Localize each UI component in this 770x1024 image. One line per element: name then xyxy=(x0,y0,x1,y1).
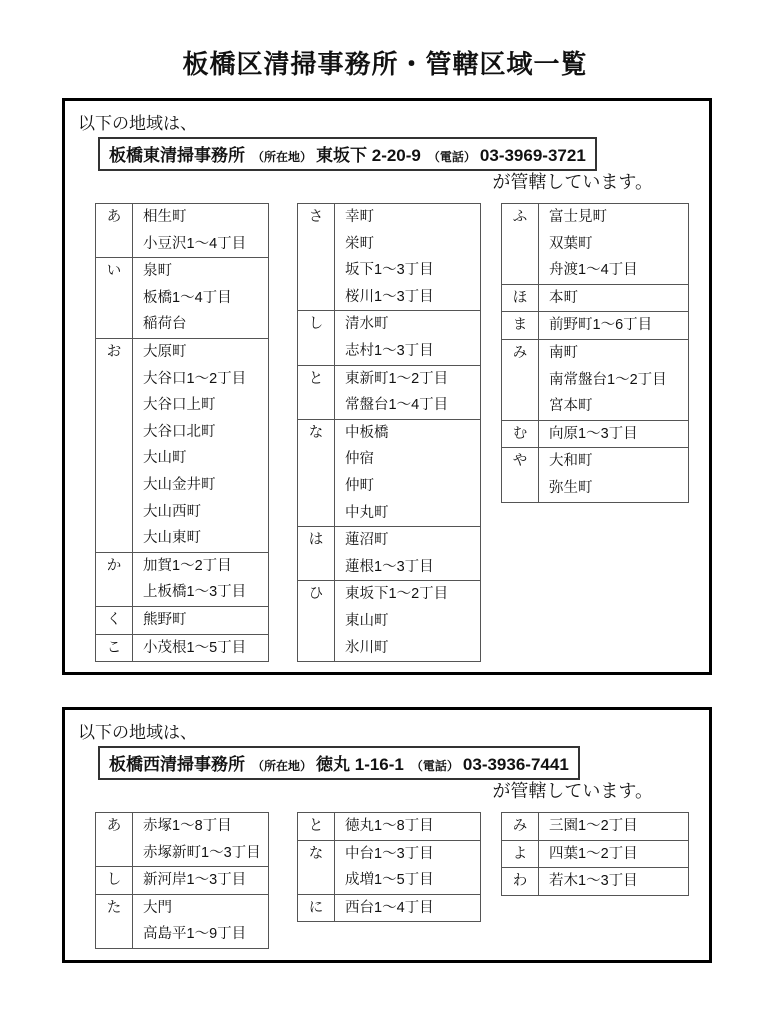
area-group-row xyxy=(298,894,481,922)
area-name-cell xyxy=(335,419,481,526)
area-name-cell xyxy=(133,552,269,606)
kana-index-label: は xyxy=(298,527,335,581)
kana-index-label: な xyxy=(298,419,335,526)
kana-index-label: み xyxy=(502,813,539,841)
area-name: 大山町 xyxy=(143,450,187,467)
area-table xyxy=(297,812,481,922)
area-table xyxy=(95,203,269,662)
area-name-cell xyxy=(539,312,689,340)
office-phone-label: （電話） xyxy=(427,150,476,164)
area-name: 大谷口1〜2丁目 xyxy=(143,370,247,387)
kana-index-label: ほ xyxy=(502,284,539,312)
kana-index-label: ふ xyxy=(502,204,539,285)
area-name: 志村1〜3丁目 xyxy=(345,342,434,359)
office-name: 板橋西清掃事務所 xyxy=(109,755,245,774)
area-name: 南常盤台1〜2丁目 xyxy=(549,371,667,388)
area-name: 上板橋1〜3丁目 xyxy=(143,584,247,601)
area-group-row xyxy=(502,204,689,285)
office-phone: 03-3936-7441 xyxy=(462,755,569,774)
area-name: 板橋1〜4丁目 xyxy=(143,289,232,306)
area-name: 三園1〜2丁目 xyxy=(549,818,638,834)
area-name: 赤塚新町1〜3丁目 xyxy=(143,844,261,861)
area-name: 泉町 xyxy=(143,263,172,280)
area-name: 富士見町 xyxy=(549,209,607,225)
kana-index-label: な xyxy=(298,840,335,894)
area-name: 新河岸1〜3丁目 xyxy=(143,872,247,889)
area-group-row xyxy=(96,867,269,895)
area-name: 双葉町 xyxy=(549,235,593,252)
area-name: 南町 xyxy=(549,344,578,361)
area-group-row xyxy=(298,419,481,526)
area-name: 仲町 xyxy=(345,477,374,494)
area-name-cell xyxy=(539,284,689,312)
area-group-row xyxy=(96,552,269,606)
kana-index-label: と xyxy=(298,813,335,841)
area-name: 幸町 xyxy=(345,209,374,225)
area-name: 清水町 xyxy=(345,316,389,333)
area-group-row xyxy=(502,312,689,340)
area-name-cell xyxy=(539,813,689,841)
kana-index-label: し xyxy=(298,311,335,365)
area-name-cell xyxy=(539,868,689,896)
kana-index-label: く xyxy=(96,606,133,634)
area-name-cell xyxy=(335,894,481,922)
area-group-row xyxy=(298,365,481,419)
area-group-row xyxy=(96,813,269,867)
kana-index-label: し xyxy=(96,867,133,895)
area-name: 仲宿 xyxy=(345,451,374,468)
area-name: 高島平1〜9丁目 xyxy=(143,926,247,943)
kana-index-label: あ xyxy=(96,813,133,867)
area-name-cell xyxy=(133,338,269,552)
area-group-row xyxy=(298,813,481,841)
area-name: 舟渡1〜4丁目 xyxy=(549,262,638,279)
area-name-cell xyxy=(133,606,269,634)
area-name-cell xyxy=(539,840,689,868)
kana-index-label: い xyxy=(96,258,133,339)
area-name-cell xyxy=(133,204,269,258)
jurisdiction-text: が管轄しています。 xyxy=(492,172,653,192)
area-group-row xyxy=(96,606,269,634)
area-name: 坂下1〜3丁目 xyxy=(345,262,434,279)
area-group-row xyxy=(96,634,269,662)
intro-text: 以下の地域は、 xyxy=(78,723,197,742)
area-name: 相生町 xyxy=(143,209,187,225)
area-name: 東新町1〜2丁目 xyxy=(345,370,449,387)
office-address: 徳丸 1-16-1 xyxy=(316,755,404,774)
area-group-row xyxy=(502,420,689,448)
area-name-cell xyxy=(133,813,269,867)
kana-index-label: ま xyxy=(502,312,539,340)
area-name: 常盤台1〜4丁目 xyxy=(345,397,449,414)
area-group-row xyxy=(502,868,689,896)
office-address: 東坂下 2-20-9 xyxy=(316,146,421,165)
area-name-cell xyxy=(133,634,269,662)
office-phone: 03-3969-3721 xyxy=(479,146,586,165)
area-name: 若木1〜3丁目 xyxy=(549,873,638,890)
area-group-row xyxy=(96,338,269,552)
area-group-row xyxy=(502,339,689,420)
kana-index-label: よ xyxy=(502,840,539,868)
area-group-row xyxy=(298,311,481,365)
area-table xyxy=(95,812,269,949)
area-name: 弥生町 xyxy=(549,479,593,496)
intro-text: 以下の地域は、 xyxy=(78,114,197,133)
kana-index-label: み xyxy=(502,339,539,420)
area-name: 桜川1〜3丁目 xyxy=(345,288,434,305)
office-info-box xyxy=(98,746,580,780)
area-name: 前野町1〜6丁目 xyxy=(549,317,653,334)
east-office-section xyxy=(62,98,712,675)
area-name: 本町 xyxy=(549,289,578,306)
area-group-row xyxy=(502,840,689,868)
kana-index-label: か xyxy=(96,552,133,606)
area-name: 小茂根1〜5丁目 xyxy=(143,639,247,656)
kana-index-label: と xyxy=(298,365,335,419)
kana-index-label: ひ xyxy=(298,581,335,662)
area-name: 加賀1〜2丁目 xyxy=(143,557,232,574)
kana-index-label: や xyxy=(502,448,539,502)
area-name-cell xyxy=(335,204,481,311)
area-name: 東山町 xyxy=(345,612,389,629)
area-name-cell xyxy=(539,339,689,420)
area-table xyxy=(501,812,689,896)
area-name: 徳丸1〜8丁目 xyxy=(345,818,434,834)
kana-index-label: た xyxy=(96,894,133,948)
area-name: 中板橋 xyxy=(345,424,389,441)
area-name: 東坂下1〜2丁目 xyxy=(345,586,449,603)
area-group-row xyxy=(502,284,689,312)
area-name: 蓮根1〜3丁目 xyxy=(345,558,434,575)
area-name: 大原町 xyxy=(143,343,187,360)
area-name: 熊野町 xyxy=(143,611,187,628)
area-name-cell xyxy=(539,204,689,285)
area-name: 大谷口北町 xyxy=(143,423,216,440)
area-tables xyxy=(65,812,709,960)
area-name: 向原1〜3丁目 xyxy=(549,425,638,442)
page-title: 板橋区清掃事務所・管轄区域一覧 xyxy=(182,49,588,79)
area-group-row xyxy=(298,840,481,894)
area-group-row xyxy=(96,894,269,948)
area-name: 小豆沢1〜4丁目 xyxy=(143,235,247,252)
area-name: 蓮沼町 xyxy=(345,532,389,549)
area-name-cell xyxy=(539,420,689,448)
area-name: 西台1〜4丁目 xyxy=(345,899,434,916)
area-name: 中台1〜3丁目 xyxy=(345,845,434,862)
area-name: 大和町 xyxy=(549,453,593,470)
area-name-cell xyxy=(335,840,481,894)
area-name-cell xyxy=(335,527,481,581)
area-name: 氷川町 xyxy=(345,639,389,656)
area-name-cell xyxy=(133,867,269,895)
area-name-cell xyxy=(335,311,481,365)
area-tables xyxy=(65,203,709,672)
area-name: 大山西町 xyxy=(143,503,201,520)
area-table xyxy=(501,203,689,503)
office-info-box xyxy=(98,137,597,171)
area-name: 大山東町 xyxy=(143,530,201,547)
area-group-row xyxy=(96,258,269,339)
area-name: 赤塚1〜8丁目 xyxy=(143,818,232,834)
kana-index-label: こ xyxy=(96,634,133,662)
area-name: 大谷口上町 xyxy=(143,397,216,414)
area-name: 宮本町 xyxy=(549,398,593,415)
kana-index-label: わ xyxy=(502,868,539,896)
area-name: 稲荷台 xyxy=(143,316,187,333)
area-group-row xyxy=(298,581,481,662)
kana-index-label: む xyxy=(502,420,539,448)
area-name: 中丸町 xyxy=(345,504,389,521)
kana-index-label: あ xyxy=(96,204,133,258)
kana-index-label: に xyxy=(298,894,335,922)
area-name-cell xyxy=(133,894,269,948)
kana-index-label: さ xyxy=(298,204,335,311)
kana-index-label: お xyxy=(96,338,133,552)
area-name: 栄町 xyxy=(345,235,374,252)
area-name: 四葉1〜2丁目 xyxy=(549,845,638,862)
area-name: 大門 xyxy=(143,899,172,916)
area-group-row xyxy=(502,813,689,841)
area-name-cell xyxy=(539,448,689,502)
area-name: 成増1〜5丁目 xyxy=(345,872,434,889)
area-name-cell xyxy=(335,365,481,419)
area-name-cell xyxy=(335,581,481,662)
area-name-cell xyxy=(335,813,481,841)
office-name: 板橋東清掃事務所 xyxy=(109,146,245,165)
west-office-section xyxy=(62,707,712,963)
area-group-row xyxy=(96,204,269,258)
area-group-row xyxy=(298,527,481,581)
area-group-row xyxy=(502,448,689,502)
office-address-label: （所在地） xyxy=(252,150,313,164)
area-name-cell xyxy=(133,258,269,339)
jurisdiction-text: が管轄しています。 xyxy=(492,781,653,801)
area-name: 大山金井町 xyxy=(143,476,216,493)
area-table xyxy=(297,203,481,662)
office-address-label: （所在地） xyxy=(252,759,313,773)
area-group-row xyxy=(298,204,481,311)
office-phone-label: （電話） xyxy=(410,759,459,773)
